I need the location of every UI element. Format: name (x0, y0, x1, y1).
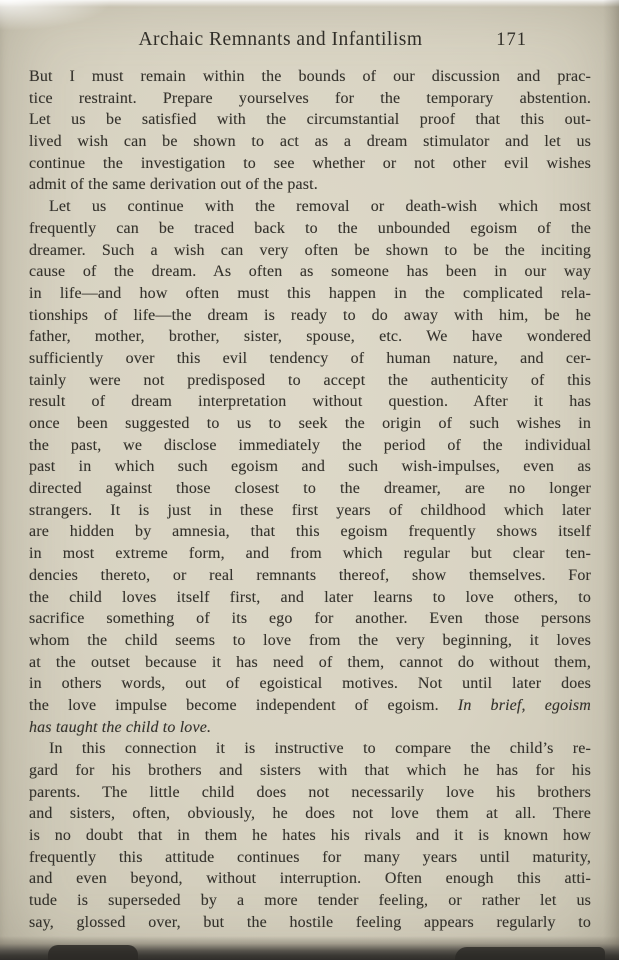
text-segment: dencies thereto, or real remnants thereof, show themselves. For (29, 566, 591, 584)
text-line (29, 261, 591, 283)
text-line (29, 760, 591, 782)
paragraph (29, 66, 591, 196)
text-line (29, 153, 591, 175)
text-segment: frequently this attitude continues for many years until maturity, (29, 848, 591, 866)
page-number: 171 (496, 30, 527, 50)
text-line (29, 478, 591, 500)
text-segment: directed against those closest to the dreamer, are no longer (29, 480, 591, 498)
text-segment: whom the child seems to love from the very beginning, it loves (29, 631, 591, 649)
text-segment: tainly were not predisposed to accept the authenticity of this (29, 371, 591, 389)
text-line (29, 717, 591, 739)
text-segment: and even beyond, without interruption. Often enough this atti- (29, 870, 591, 888)
text-segment: strangers. It is just in these first years of childhood which later (29, 501, 591, 519)
text-segment: tionships of life—the dream is ready to do away with him, be he (29, 306, 591, 324)
scan-edge-top (0, 0, 619, 7)
text-segment: are hidden by amnesia, that this egoism frequently shows itself (29, 523, 591, 541)
text-segment: admit of the same derivation out of the past. (29, 176, 318, 194)
text-line (29, 370, 591, 392)
text-line (29, 413, 591, 435)
text-segment: Let us continue with the removal or death-wish which most (49, 198, 591, 216)
scan-corner-highlight (0, 0, 110, 30)
text-line (29, 695, 591, 717)
text-line (29, 847, 591, 869)
text-segment: in others words, out of egoistical motives. Not until later does (29, 675, 591, 693)
text-line (29, 456, 591, 478)
text-segment: sacrifice something of its ego for another. Even those persons (29, 610, 591, 628)
text-segment: But I must remain within the bounds of our discussion and prac- (29, 68, 591, 85)
text-line (29, 391, 591, 413)
text-segment: tude is superseded by a more tender feeling, or rather let us (29, 892, 591, 910)
text-line (29, 500, 591, 522)
text-line (29, 825, 591, 847)
text-segment: gard for his brothers and sisters with that which he has for his (29, 762, 591, 779)
text-line (29, 218, 591, 240)
italic-text-segment: has taught the child to love. (29, 718, 212, 736)
text-segment: frequently can be traced back to the unbounded egoism of the (29, 219, 591, 237)
text-line (29, 196, 591, 218)
text-line (29, 348, 591, 370)
italic-text-segment: In brief, egoism (457, 696, 591, 714)
text-segment: the past, we disclose immediately the period of the individual (29, 436, 591, 454)
text-segment: sufficiently over this evil tendency of human nature, and cer- (29, 349, 591, 367)
text-segment: In this connection it is instructive to compare the child’s re- (49, 740, 591, 758)
text-segment: cause of the dream. As often as someone has been in our way (29, 263, 591, 281)
text-line (29, 435, 591, 457)
text-line (29, 587, 591, 609)
text-segment: parents. The little child does not necessarily love his brothers (29, 783, 591, 801)
text-line (29, 326, 591, 348)
text-line (29, 305, 591, 327)
text-segment: father, mother, brother, sister, spouse, etc. We have wondered (29, 328, 591, 346)
text-segment: Let us be satisfied with the circumstantial proof that this out- (29, 111, 591, 129)
paragraph (29, 196, 591, 738)
text-line (29, 174, 591, 196)
text-segment: say, glossed over, but the hostile feeling appears regularly to (29, 913, 591, 931)
text-line (29, 109, 591, 131)
text-segment: once been suggested to us to seek the origin of such wishes in (29, 415, 591, 432)
text-line (29, 283, 591, 305)
text-line (29, 803, 591, 825)
text-line (29, 543, 591, 565)
text-segment: dreamer. Such a wish can very often be shown to be the inciting (29, 241, 591, 259)
text-segment: result of dream interpretation without question. After it has (29, 393, 591, 411)
text-line (29, 521, 591, 543)
text-line (29, 608, 591, 630)
running-header (28, 29, 591, 57)
scan-edge-bottom (0, 936, 619, 960)
text-line (29, 890, 591, 912)
text-segment: past in which such egoism and such wish-impulses, even as (29, 458, 591, 476)
text-line (29, 782, 591, 804)
text-line (29, 652, 591, 674)
scan-edge-right (603, 0, 619, 960)
text-line (29, 66, 591, 88)
text-segment: the love impulse become independent of egoism. (29, 696, 458, 714)
text-segment: at the outset because it has need of them, cannot do without them, (29, 653, 591, 671)
text-segment: the child loves itself first, and later learns to love others, to (29, 588, 591, 606)
text-segment: in life—and how often must this happen in the complicated rela- (29, 284, 591, 302)
text-line (29, 630, 591, 652)
text-line (29, 738, 591, 760)
text-line (29, 912, 591, 934)
text-segment: in most extreme form, and from which regular but clear ten- (29, 545, 591, 563)
text-line (29, 868, 591, 890)
text-segment: continue the investigation to see whether or not other evil wishes (29, 154, 591, 172)
text-line (29, 131, 591, 153)
paragraph (29, 738, 591, 933)
text-segment: is no doubt that in them he hates his rivals and it is known how (29, 827, 591, 845)
text-segment: tice restraint. Prepare yourselves for the temporary abstention. (29, 89, 591, 107)
text-line (29, 88, 591, 110)
page-text (29, 66, 591, 934)
text-segment: lived wish can be shown to act as a dream stimulator and let us (29, 133, 591, 151)
chapter-title: Archaic Remnants and Infantilism (138, 29, 423, 50)
text-line (29, 565, 591, 587)
text-segment: and sisters, often, obviously, he does not love them at all. There (29, 805, 591, 823)
text-line (29, 673, 591, 695)
text-line (29, 240, 591, 262)
